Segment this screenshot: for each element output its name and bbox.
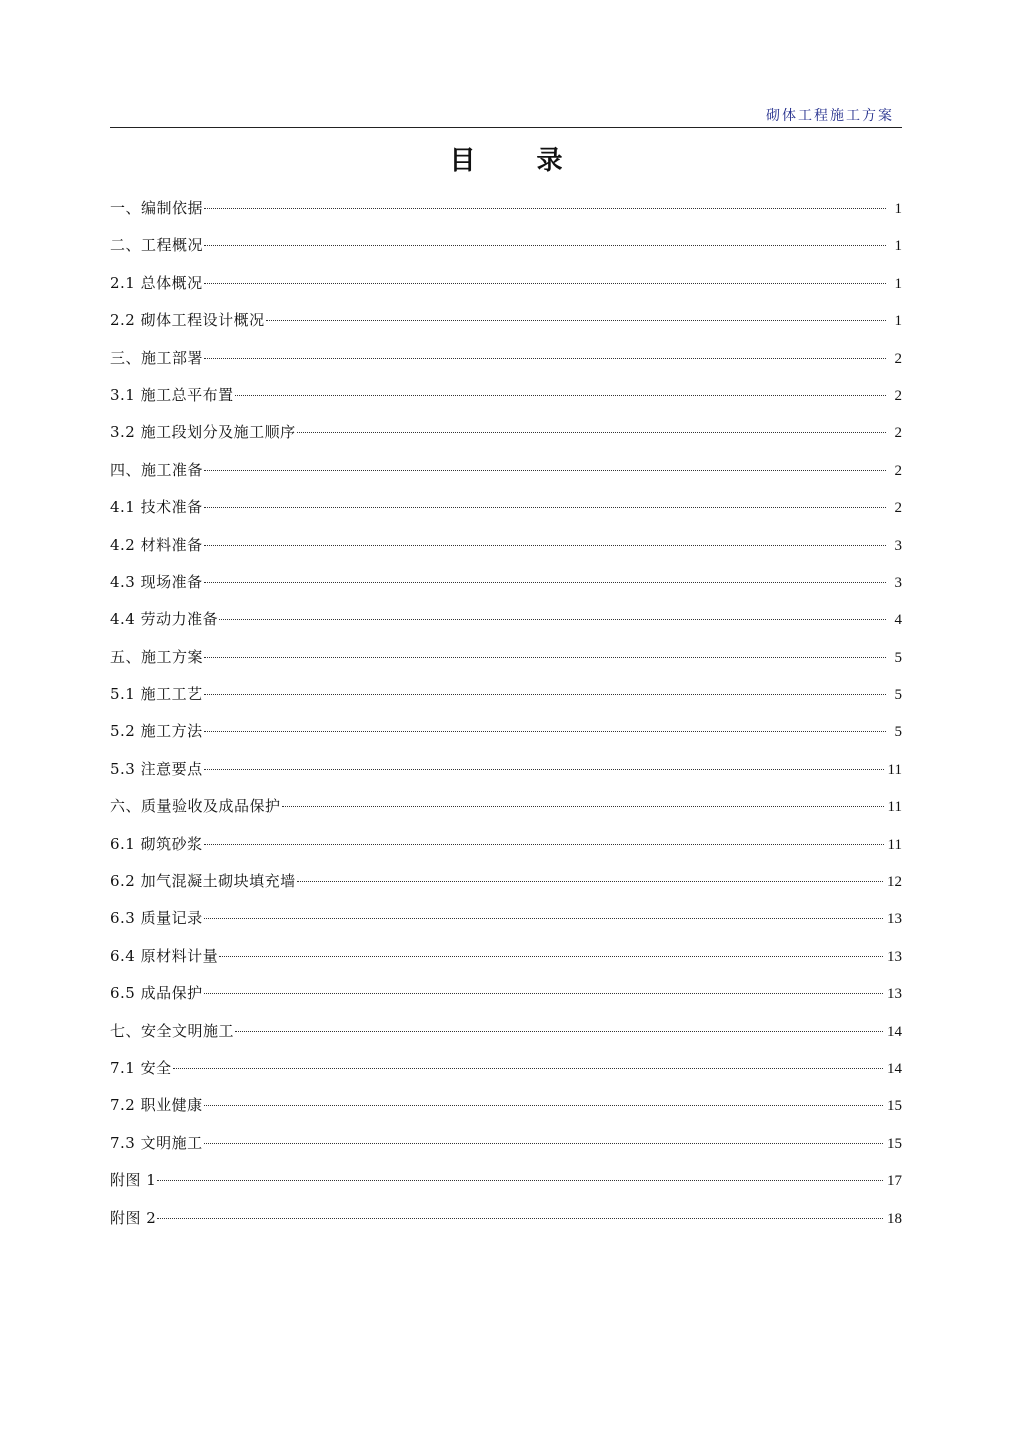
toc-entry-label: 2.2 砌体工程设计概况 — [110, 311, 265, 330]
toc-entry-label: 二、工程概况 — [110, 236, 204, 255]
toc-entry-page-number: 2 — [894, 387, 902, 404]
toc-entry[interactable] — [110, 639, 902, 676]
toc-entry-label: 5.2 施工方法 — [110, 722, 203, 741]
toc-entry-label: 4.2 材料准备 — [110, 535, 203, 554]
toc-entry-page-number: 13 — [887, 948, 902, 965]
toc-entry[interactable] — [110, 452, 902, 489]
dot-leader — [204, 357, 886, 359]
toc-entry[interactable] — [110, 302, 902, 339]
toc-entry-label: 7.3 文明施工 — [110, 1133, 203, 1152]
dot-leader — [204, 207, 886, 209]
toc-entry-label: 4.1 技术准备 — [110, 498, 203, 517]
toc-entry-label: 附图 1 — [110, 1171, 157, 1190]
toc-entry-label: 六、质量验收及成品保护 — [110, 797, 281, 816]
toc-entry-page-number: 5 — [894, 649, 902, 666]
toc-entry-page-number: 15 — [887, 1098, 902, 1115]
toc-entry-label: 4.4 劳动力准备 — [110, 610, 219, 629]
dot-leader — [204, 581, 886, 583]
toc-entry[interactable] — [110, 1050, 902, 1087]
toc-entry-page-number: 18 — [887, 1210, 902, 1227]
toc-entry-label: 6.2 加气混凝土砌块填充墙 — [110, 872, 296, 891]
toc-entry-page-number: 11 — [887, 761, 902, 778]
toc-entry-page-number: 13 — [887, 986, 902, 1003]
header-rule — [110, 127, 902, 128]
toc-entry-page-number: 2 — [894, 350, 902, 367]
toc-entry-label: 四、施工准备 — [110, 460, 204, 479]
dot-leader — [157, 1217, 883, 1219]
toc-entry-page-number: 2 — [894, 462, 902, 479]
toc-entry-page-number: 1 — [894, 313, 902, 330]
toc-entry[interactable] — [110, 1087, 902, 1124]
toc-entry[interactable] — [110, 713, 902, 750]
toc-entry[interactable] — [110, 414, 902, 451]
dot-leader — [204, 656, 886, 658]
toc-entry-label: 2.1 总体概况 — [110, 273, 203, 292]
toc-entry-label: 五、施工方案 — [110, 647, 204, 666]
dot-leader — [204, 244, 886, 246]
toc-entry-label: 5.1 施工工艺 — [110, 685, 203, 704]
dot-leader — [204, 1142, 883, 1144]
toc-entry[interactable] — [110, 340, 902, 377]
toc-entry[interactable] — [110, 601, 902, 638]
toc-entry-label: 三、施工部署 — [110, 348, 204, 367]
toc-entry-label: 七、安全文明施工 — [110, 1021, 235, 1040]
toc-entry-label: 一、编制依据 — [110, 199, 204, 217]
dot-leader — [266, 319, 886, 321]
dot-leader — [282, 805, 884, 807]
toc-entry-page-number: 1 — [894, 238, 902, 255]
toc-entry-page-number: 3 — [894, 537, 902, 554]
toc-entry[interactable] — [110, 190, 902, 227]
dot-leader — [219, 955, 883, 957]
dot-leader — [204, 992, 883, 994]
toc-entry-page-number: 2 — [894, 425, 902, 442]
dot-leader — [204, 917, 883, 919]
toc-entry-page-number: 14 — [887, 1060, 902, 1077]
toc-entry-label: 3.2 施工段划分及施工顺序 — [110, 423, 296, 442]
dot-leader — [219, 618, 886, 620]
dot-leader — [204, 506, 886, 508]
dot-leader — [157, 1179, 883, 1181]
toc-entry-page-number: 4 — [894, 612, 902, 629]
toc-entry-page-number: 14 — [887, 1023, 902, 1040]
toc-entry-label: 附图 2 — [110, 1208, 157, 1227]
toc-entry-label: 6.5 成品保护 — [110, 984, 203, 1003]
toc-entry[interactable] — [110, 265, 902, 302]
toc-entry[interactable] — [110, 900, 902, 937]
dot-leader — [235, 394, 886, 396]
toc-entry-page-number: 13 — [887, 911, 902, 928]
toc-entry-label: 5.3 注意要点 — [110, 759, 203, 778]
dot-leader — [204, 544, 886, 546]
toc-entry-page-number: 2 — [894, 500, 902, 517]
dot-leader — [204, 768, 884, 770]
toc-entry[interactable] — [110, 975, 902, 1012]
toc-entry-label: 3.1 施工总平布置 — [110, 385, 234, 404]
toc-entry-page-number: 11 — [887, 799, 902, 816]
toc-title: 目 录 — [449, 146, 589, 176]
toc-entry-label: 7.2 职业健康 — [110, 1096, 203, 1115]
toc-entry[interactable] — [110, 1013, 902, 1050]
toc-entry-label: 7.1 安全 — [110, 1058, 172, 1077]
dot-leader — [173, 1067, 883, 1069]
toc-entry-label: 6.1 砌筑砂浆 — [110, 834, 203, 853]
dot-leader — [204, 282, 886, 284]
dot-leader — [297, 431, 886, 433]
toc-entry-page-number: 17 — [887, 1173, 902, 1190]
table-of-contents — [110, 190, 902, 1237]
dot-leader — [235, 1030, 883, 1032]
toc-entry-page-number: 12 — [887, 874, 902, 891]
toc-entry[interactable] — [110, 527, 902, 564]
toc-entry[interactable] — [110, 1200, 902, 1237]
toc-entry[interactable] — [110, 489, 902, 526]
toc-entry-page-number: 5 — [894, 687, 902, 704]
toc-entry-page-number: 3 — [894, 574, 902, 591]
dot-leader — [204, 1104, 883, 1106]
toc-entry[interactable] — [110, 1125, 902, 1162]
toc-entry-label: 6.3 质量记录 — [110, 909, 203, 928]
dot-leader — [204, 693, 886, 695]
toc-entry-page-number: 1 — [894, 201, 902, 217]
dot-leader — [204, 469, 886, 471]
toc-entry-label: 4.3 现场准备 — [110, 572, 203, 591]
dot-leader — [204, 730, 886, 732]
toc-entry-page-number: 11 — [887, 836, 902, 853]
toc-entry[interactable] — [110, 227, 902, 264]
dot-leader — [297, 880, 883, 882]
toc-entry[interactable] — [110, 788, 902, 825]
dot-leader — [204, 843, 884, 845]
toc-entry[interactable] — [110, 377, 902, 414]
toc-entry[interactable] — [110, 938, 902, 975]
toc-entry-page-number: 1 — [894, 275, 902, 292]
toc-entry[interactable] — [110, 751, 902, 788]
toc-entry[interactable] — [110, 676, 902, 713]
toc-entry[interactable] — [110, 1162, 902, 1199]
toc-entry[interactable] — [110, 863, 902, 900]
toc-entry[interactable] — [110, 564, 902, 601]
toc-entry-page-number: 5 — [894, 724, 902, 741]
toc-entry-label: 6.4 原材料计量 — [110, 946, 219, 965]
running-header: 砌体工程施工方案 — [766, 108, 894, 124]
toc-entry-page-number: 15 — [887, 1135, 902, 1152]
toc-entry[interactable] — [110, 826, 902, 863]
